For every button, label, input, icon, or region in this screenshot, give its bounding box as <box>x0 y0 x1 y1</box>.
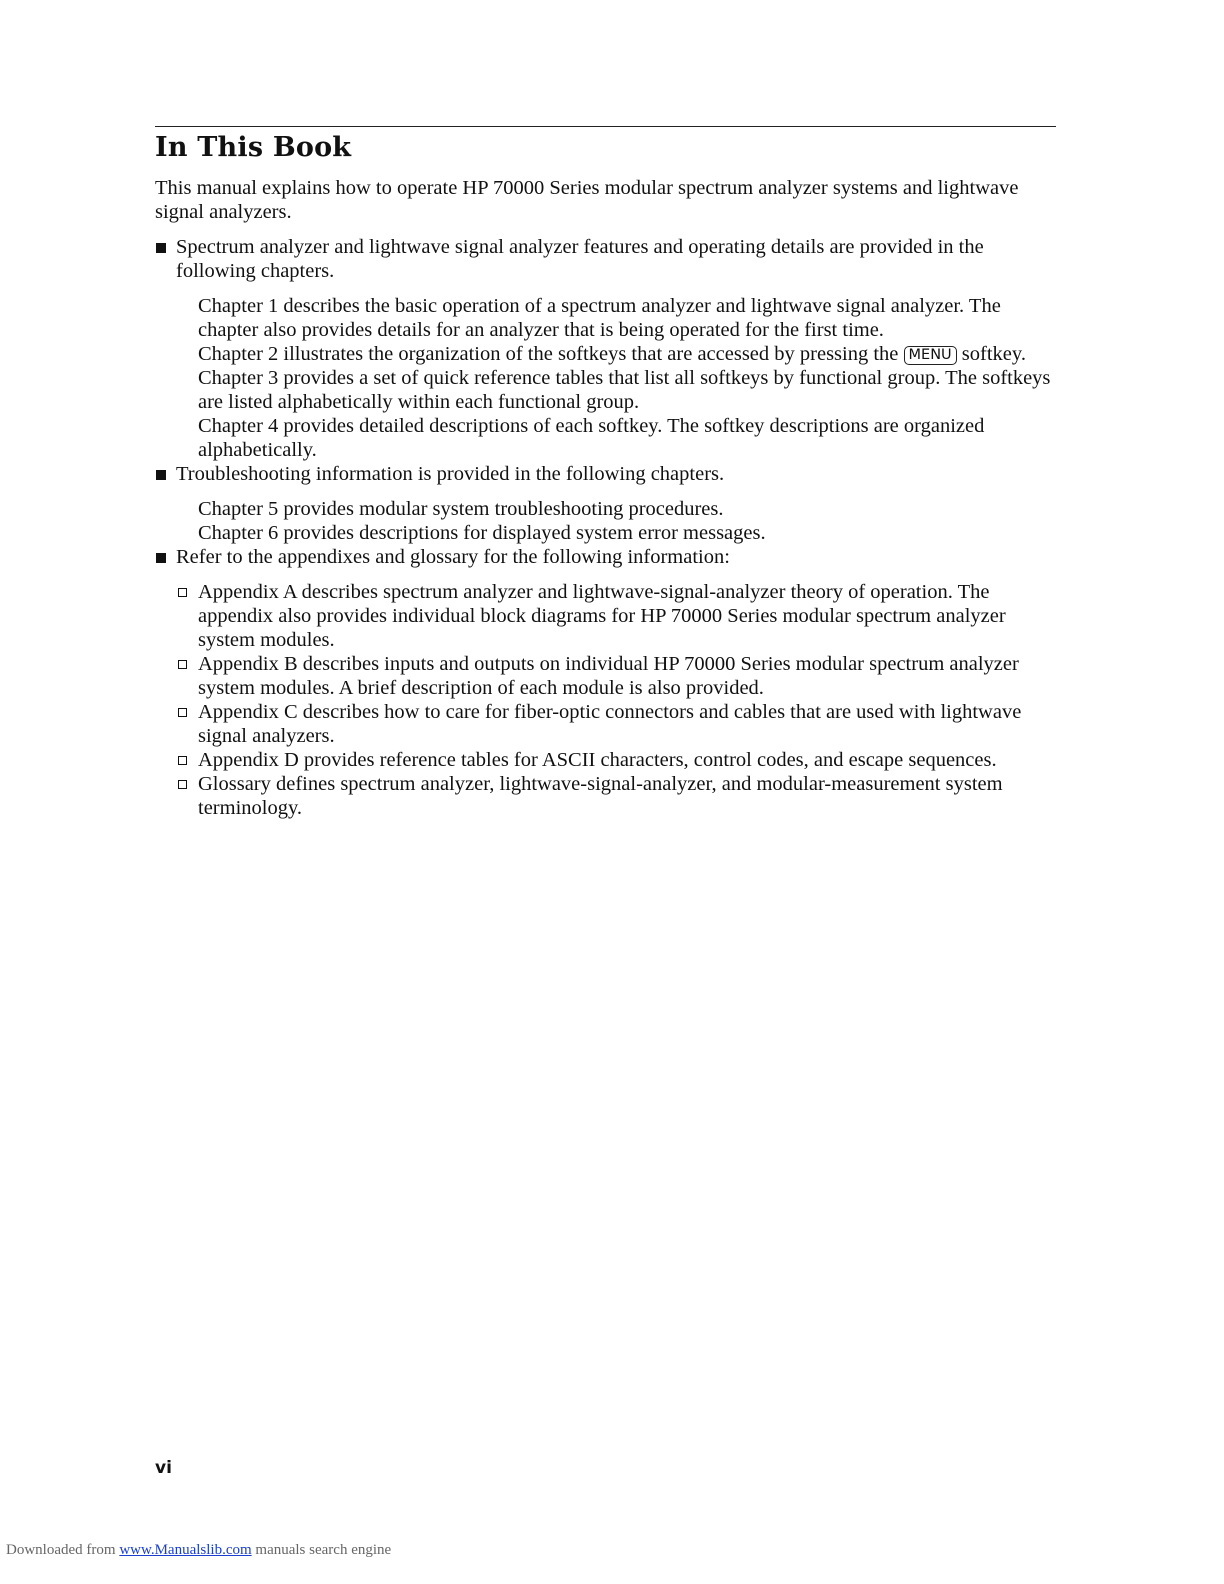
top-rule <box>155 126 1056 127</box>
footer-prefix: Downloaded from <box>6 1542 116 1558</box>
chapter-3-paragraph: Chapter 3 provides a set of quick reference tables that list all softkeys by functional group. The softkeys are listed alphabetically within each functional group. <box>198 367 1051 413</box>
hollow-square-bullet-icon <box>178 588 187 597</box>
list-item-appendix-a <box>155 580 1060 652</box>
manualslib-link[interactable]: www.Manualslib.com <box>119 1542 252 1558</box>
list-item-text: Glossary defines spectrum analyzer, lightwave-signal-analyzer, and modular-measurement system terminology. <box>198 773 1003 819</box>
bullet-features <box>155 235 1060 283</box>
hollow-square-bullet-icon <box>178 756 187 765</box>
hollow-square-bullet-icon <box>178 660 187 669</box>
bullet-appendixes <box>155 545 1060 569</box>
chapter-5-paragraph: Chapter 5 provides modular system troubleshooting procedures. <box>198 498 724 520</box>
page-number: vi <box>155 1458 172 1478</box>
bullet-text: Spectrum analyzer and lightwave signal analyzer features and operating details are provided in the following chapters. <box>176 236 984 282</box>
list-item-text: Appendix A describes spectrum analyzer and lightwave-signal-analyzer theory of operation. The appendix also provides individual block diagrams for HP 70000 Series modular spectrum analyzer system modules. <box>198 581 1006 651</box>
list-item-appendix-b <box>155 652 1060 700</box>
bullet-troubleshooting <box>155 462 1060 486</box>
list-item-text: Appendix B describes inputs and outputs on individual HP 70000 Series modular spectrum analyzer system modules. A brief description of each module is also provided. <box>198 653 1019 699</box>
list-item-appendix-c <box>155 700 1060 748</box>
intro-paragraph: This manual explains how to operate HP 70000 Series modular spectrum analyzer systems and lightwave signal analyzers. <box>155 177 1019 223</box>
bullet-text: Troubleshooting information is provided in the following chapters. <box>176 463 725 485</box>
bullet-text: Refer to the appendixes and glossary for the following information: <box>176 546 730 568</box>
chapter-1-paragraph: Chapter 1 describes the basic operation of a spectrum analyzer and lightwave signal analyzer. The chapter also provides details for an analyzer that is being operated for the first time. <box>198 295 1001 341</box>
chapter-2-paragraph <box>155 342 1060 366</box>
filled-square-bullet-icon <box>156 243 166 253</box>
list-item-glossary <box>155 772 1060 820</box>
list-item-appendix-d <box>155 748 1060 772</box>
footer-suffix: manuals search engine <box>255 1542 392 1558</box>
chapter-4-paragraph: Chapter 4 provides detailed descriptions of each softkey. The softkey descriptions are organized alphabetically. <box>198 415 985 461</box>
menu-key: MENU <box>904 346 957 365</box>
list-item-text: Appendix C describes how to care for fiber-optic connectors and cables that are used with lightwave signal analyzers. <box>198 701 1022 747</box>
page-title: In This Book <box>155 132 352 163</box>
chapter-2-text: Chapter 2 illustrates the organization of the softkeys that are accessed by pressing the <box>198 343 899 365</box>
filled-square-bullet-icon <box>156 470 166 480</box>
chapter-6-paragraph: Chapter 6 provides descriptions for displayed system error messages. <box>198 522 766 544</box>
download-footer <box>6 1542 391 1559</box>
list-item-text: Appendix D provides reference tables for ASCII characters, control codes, and escape sequences. <box>198 749 997 771</box>
body-content <box>155 176 1060 820</box>
chapter-2-text-end: softkey. <box>961 343 1026 365</box>
hollow-square-bullet-icon <box>178 780 187 789</box>
hollow-square-bullet-icon <box>178 708 187 717</box>
filled-square-bullet-icon <box>156 553 166 563</box>
